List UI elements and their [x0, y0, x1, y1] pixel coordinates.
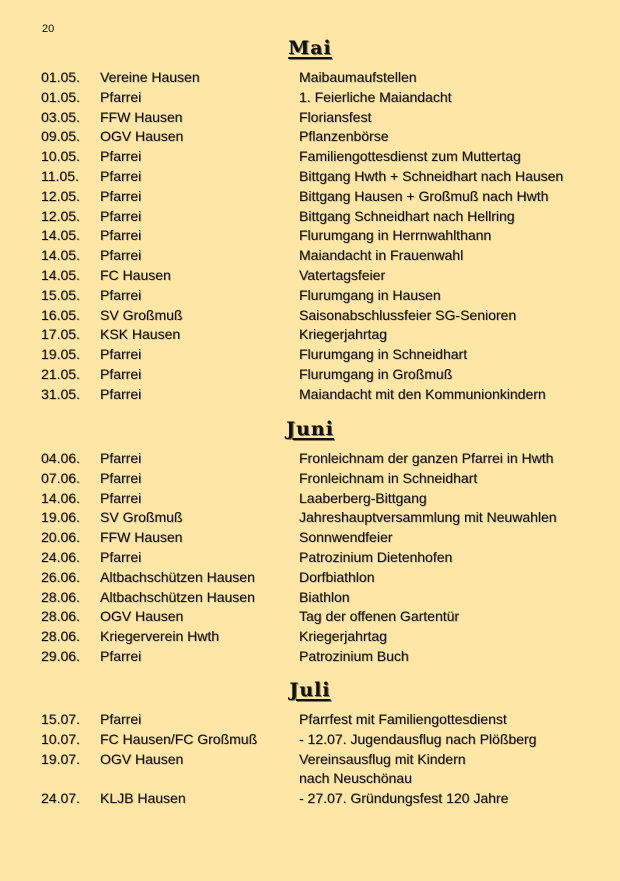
- event-description: Flurumgang in Herrnwahlthann: [299, 227, 492, 244]
- event-description: Maiandacht in Frauenwahl: [299, 247, 464, 264]
- event-row: [0, 569, 620, 589]
- event-row: [0, 128, 620, 148]
- event-organizer: Pfarrei: [100, 88, 142, 105]
- event-date: 21.05.: [41, 365, 80, 382]
- events-juli: [0, 711, 620, 810]
- event-organizer: Altbachschützen Hausen: [100, 588, 255, 605]
- event-row: [0, 731, 620, 751]
- event-description: Flurumgang in Schneidhart: [299, 346, 468, 363]
- event-description: Jahreshauptversammlung mit Neuwahlen: [299, 509, 557, 526]
- event-description: Floriansfest: [299, 108, 372, 125]
- event-description: Kriegerjahrtag: [299, 628, 387, 645]
- event-organizer: Pfarrei: [100, 187, 142, 204]
- event-date: 12.05.: [41, 187, 80, 204]
- event-description: Flurumgang in Hausen: [299, 286, 441, 303]
- event-date: 01.05.: [41, 69, 80, 85]
- event-organizer: SV Großmuß: [100, 306, 183, 323]
- event-organizer: Pfarrei: [100, 346, 142, 363]
- event-date: 19.06.: [41, 509, 80, 526]
- event-organizer: FC Hausen: [100, 266, 171, 283]
- event-description: Pflanzenbörse: [299, 128, 389, 145]
- event-date: 19.07.: [41, 750, 80, 767]
- event-organizer: Altbachschützen Hausen: [100, 568, 255, 585]
- events-mai: [0, 69, 620, 406]
- event-organizer: KSK Hausen: [100, 326, 181, 343]
- event-row: [0, 168, 620, 188]
- event-row: [0, 589, 620, 609]
- event-row: [0, 346, 620, 366]
- event-date: 15.05.: [41, 286, 80, 303]
- event-organizer: KLJB Hausen: [100, 790, 186, 807]
- event-organizer: OGV Hausen: [100, 608, 184, 625]
- event-row: [0, 751, 620, 771]
- event-row: [0, 89, 620, 109]
- event-row: [0, 208, 620, 228]
- event-description: - 12.07. Jugendausflug nach Plößberg: [299, 730, 537, 747]
- event-row: [0, 490, 620, 510]
- event-description: Maibaumaufstellen: [299, 69, 417, 85]
- event-description: Maiandacht mit den Kommunionkindern: [299, 385, 546, 402]
- event-row: [0, 529, 620, 549]
- event-organizer: Pfarrei: [100, 711, 142, 727]
- event-organizer: Pfarrei: [100, 207, 142, 224]
- event-row: [0, 549, 620, 569]
- event-date: 12.05.: [41, 207, 80, 224]
- event-organizer: Pfarrei: [100, 227, 142, 244]
- event-date: 28.06.: [41, 588, 80, 605]
- event-date: 04.06.: [41, 450, 80, 466]
- event-row: [0, 69, 620, 89]
- event-row: [0, 386, 620, 406]
- event-date: 14.05.: [41, 247, 80, 264]
- event-row: [0, 227, 620, 247]
- event-description: Bittgang Schneidhart nach Hellring: [299, 207, 515, 224]
- event-organizer: Kriegerverein Hwth: [100, 628, 220, 645]
- event-organizer: Pfarrei: [100, 286, 142, 303]
- event-description: Dorfbiathlon: [299, 568, 375, 585]
- event-date: 01.05.: [41, 88, 80, 105]
- event-row: [0, 366, 620, 386]
- event-date: 07.06.: [41, 469, 80, 486]
- event-organizer: SV Großmuß: [100, 509, 183, 526]
- event-row: [0, 148, 620, 168]
- event-row: [0, 608, 620, 628]
- event-organizer: FFW Hausen: [100, 529, 183, 546]
- event-description: Patrozinium Dietenhofen: [299, 548, 453, 565]
- event-organizer: Pfarrei: [100, 365, 142, 382]
- event-organizer: Pfarrei: [100, 167, 142, 184]
- event-description: 1. Feierliche Maiandacht: [299, 88, 452, 105]
- event-date: 31.05.: [41, 385, 80, 402]
- event-description: Pfarrfest mit Familiengottesdienst: [299, 711, 507, 727]
- event-date: 14.06.: [41, 489, 80, 506]
- event-date: 03.05.: [41, 108, 80, 125]
- event-date: 14.05.: [41, 227, 80, 244]
- event-description: Familiengottesdienst zum Muttertag: [299, 148, 521, 165]
- event-date: 14.05.: [41, 266, 80, 283]
- event-organizer: Pfarrei: [100, 647, 142, 664]
- event-organizer: Pfarrei: [100, 548, 142, 565]
- event-description: Bittgang Hausen + Großmuß nach Hwth: [299, 187, 549, 204]
- event-organizer: Pfarrei: [100, 247, 142, 264]
- event-description: Fronleichnam in Schneidhart: [299, 469, 478, 486]
- event-date: 26.06.: [41, 568, 80, 585]
- event-description: nach Neuschönau: [299, 770, 412, 787]
- event-description: Vereinsausflug mit Kindern: [299, 750, 466, 767]
- event-description: Vatertagsfeier: [299, 266, 386, 283]
- event-description: Bittgang Hwth + Schneidhart nach Hausen: [299, 167, 564, 184]
- events-juni: [0, 450, 620, 668]
- event-organizer: Pfarrei: [100, 148, 142, 165]
- event-date: 24.06.: [41, 548, 80, 565]
- event-date: 15.07.: [41, 711, 80, 727]
- event-row: [0, 770, 620, 790]
- event-date: 19.05.: [41, 346, 80, 363]
- event-row: [0, 307, 620, 327]
- event-description: Patrozinium Buch: [299, 647, 409, 664]
- event-organizer: OGV Hausen: [100, 128, 184, 145]
- event-row: [0, 628, 620, 648]
- event-organizer: FFW Hausen: [100, 108, 183, 125]
- event-description: Laaberberg-Bittgang: [299, 489, 427, 506]
- event-date: 11.05.: [41, 167, 79, 184]
- event-description: Fronleichnam der ganzen Pfarrei in Hwth: [299, 450, 554, 466]
- event-date: 24.07.: [41, 790, 80, 807]
- event-description: Biathlon: [299, 588, 350, 605]
- event-row: [0, 470, 620, 490]
- event-row: [0, 450, 620, 470]
- event-description: Sonnwendfeier: [299, 529, 393, 546]
- event-date: 20.06.: [41, 529, 80, 546]
- event-row: [0, 711, 620, 731]
- event-date: 29.06.: [41, 647, 80, 664]
- event-organizer: Pfarrei: [100, 489, 142, 506]
- event-row: [0, 247, 620, 267]
- event-organizer: Pfarrei: [100, 450, 142, 466]
- event-date: 10.05.: [41, 148, 80, 165]
- event-date: 17.05.: [41, 326, 80, 343]
- event-date: 28.06.: [41, 628, 80, 645]
- event-description: Saisonabschlussfeier SG-Senioren: [299, 306, 517, 323]
- event-description: Tag der offenen Gartentür: [299, 608, 460, 625]
- event-date: 10.07.: [41, 730, 80, 747]
- event-organizer: OGV Hausen: [100, 750, 184, 767]
- event-description: Kriegerjahrtag: [299, 326, 387, 343]
- event-date: 16.05.: [41, 306, 80, 323]
- event-organizer: Pfarrei: [100, 385, 142, 402]
- event-organizer: Vereine Hausen: [100, 69, 200, 85]
- event-row: [0, 790, 620, 810]
- event-organizer: Pfarrei: [100, 469, 142, 486]
- event-organizer: FC Hausen/FC Großmuß: [100, 730, 258, 747]
- event-row: [0, 188, 620, 208]
- event-date: 09.05.: [41, 128, 80, 145]
- event-description: - 27.07. Gründungsfest 120 Jahre: [299, 790, 509, 807]
- month-heading-juli: Juli: [289, 679, 331, 701]
- month-heading-juni: Juni: [286, 418, 334, 440]
- event-row: [0, 509, 620, 529]
- event-row: [0, 648, 620, 668]
- event-description: Flurumgang in Großmuß: [299, 365, 453, 382]
- event-date: 28.06.: [41, 608, 80, 625]
- month-heading-mai: Mai: [288, 37, 332, 59]
- event-row: [0, 109, 620, 129]
- event-row: [0, 326, 620, 346]
- event-row: [0, 267, 620, 287]
- event-row: [0, 287, 620, 307]
- page-number: 20: [42, 23, 55, 35]
